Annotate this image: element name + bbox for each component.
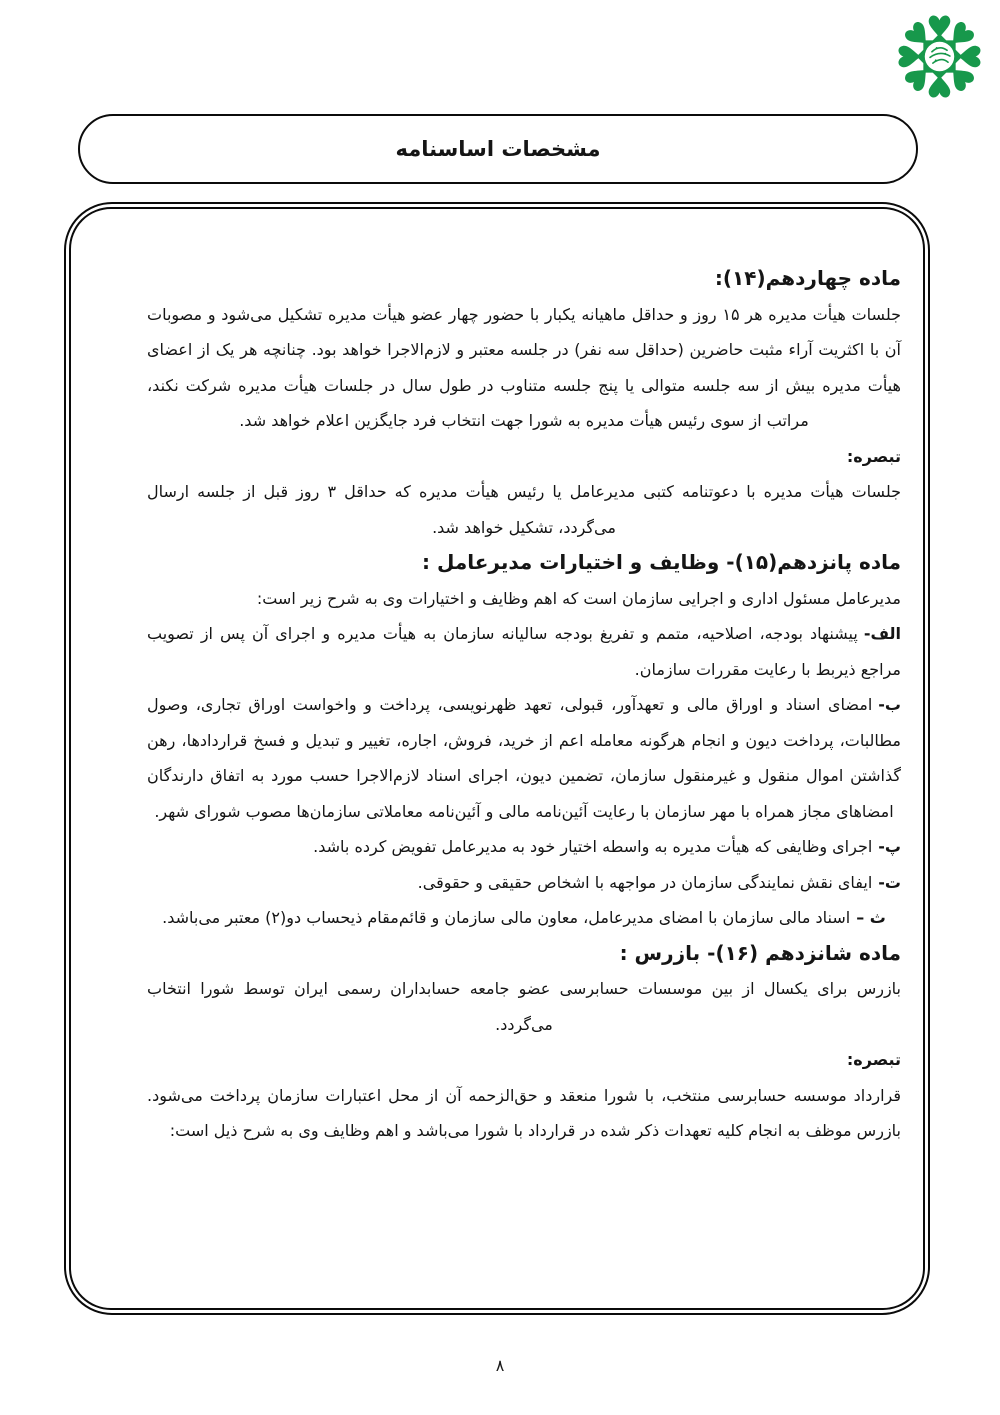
- clause-be-label: ب-: [878, 695, 901, 714]
- clause-te-label: ت-: [878, 872, 901, 892]
- note-16-body: قرارداد موسسه حسابرسی منتخب، با شورا منعقد و حق‌الزحمه آن از محل اعتبارات سازمان پرداخت می‌شود. بازرس موظف به انجام کلیه تعهدات ذکر شده در قرارداد با شورا می‌باشد و اهم وظایف وی به شرح ذیل است:: [147, 1085, 901, 1140]
- page-number: ۸: [495, 1356, 505, 1375]
- clause-alef-label: الف-: [863, 624, 901, 643]
- note-label-2: تبصره:: [846, 1050, 901, 1069]
- article-text: [71, 209, 923, 1149]
- article-15-heading: ماده پانزدهم(۱۵)- وظایف و اختیارات مدیرعامل :: [422, 550, 901, 574]
- tehran-rosette-logo: [892, 8, 987, 105]
- clause-te: [147, 865, 901, 901]
- note-label: تبصره:: [846, 446, 901, 466]
- article-15-intro: مدیرعامل مسئول اداری و اجرایی سازمان است که اهم وظایف و اختیارات وی به شرح زیر است:: [256, 588, 901, 608]
- tehran-rosette-icon: [892, 8, 987, 105]
- clause-pe-text: اجرای وظایفی که هیأت مدیره به واسطه اختیار خود به مدیرعامل تفویض کرده باشد.: [313, 837, 873, 856]
- content-frame: [64, 202, 930, 1315]
- clause-pe-label: پ-: [878, 837, 901, 856]
- clause-be: [147, 687, 901, 829]
- clause-se-text: اسناد مالی سازمان با امضای مدیرعامل، معاون مالی سازمان و قائم‌مقام ذیحساب دو(۲) معتبر می‌باشد.: [162, 908, 851, 927]
- content-frame-inner: [69, 207, 925, 1310]
- page-title: مشخصات اساسنامه: [395, 137, 601, 161]
- clause-te-text: ایفای نقش نمایندگی سازمان در مواجهه با اشخاص حقیقی و حقوقی.: [417, 872, 873, 892]
- clause-se: [147, 900, 901, 936]
- article-14-heading: ماده چهاردهم(۱۴):: [714, 266, 901, 290]
- clause-se-label: ث –: [856, 908, 886, 927]
- article-16-heading: ماده شانزدهم (۱۶)- بازرس :: [619, 940, 901, 965]
- clause-alef-text: پیشنهاد بودجه، اصلاحیه، متمم و تفریغ بودجه سالیانه سازمان به هیأت مدیره و اجرای آن پس از تصویب مراجع ذیربط با رعایت مقررات سازمان.: [147, 624, 901, 679]
- page-header-box: [78, 114, 918, 184]
- article-16-body: بازرس برای یکسال از بین موسسات حسابرسی عضو جامعه حسابداران رسمی ایران توسط شورا انتخاب می‌گردد.: [147, 979, 901, 1034]
- clause-pe: [147, 829, 901, 865]
- article-14-body: جلسات هیأت مدیره هر ۱۵ روز و حداقل ماهیانه یکبار با حضور چهار عضو هیأت مدیره تشکیل می‌شود و مصوبات آن با اکثریت آراء مثبت حاضرین (حداقل سه نفر) در جلسه معتبر و لازم‌الاجرا خواهد بود. چنانچه هر یک از اعضای هیأت مدیره بیش از سه جلسه متوالی یا پنج جلسه متناوب در طول سال در جلسات هیأت مدیره شرکت نکند، مراتب از سوی رئیس هیأت مدیره به شورا جهت انتخاب فرد جایگزین اعلام خواهد شد.: [147, 304, 902, 430]
- clause-alef: [147, 616, 901, 687]
- note-14-body: جلسات هیأت مدیره با دعوتنامه کتبی مدیرعامل یا رئیس هیأت مدیره که حداقل ۳ روز قبل از جلسه ارسال می‌گردد، تشکیل خواهد شد.: [147, 482, 902, 537]
- clause-be-text: امضای اسناد و اوراق مالی و تعهدآور، قبولی، تعهد ظهرنویسی، پرداخت و واخواست اوراق تجاری، وصول مطالبات، پرداخت دیون و انجام هرگونه معامله اعم از خرید، فروش، اجاره، تغییر و تبدیل و فسخ قراردادها، رهن گذاشتن اموال منقول و غیرمنقول سازمان، تضمین دیون، اجرای اسناد لازم‌الاجرا حسب مورد به اتفاق دارندگان امضاهای مجاز همراه با مهر سازمان با رعایت آئین‌نامه مالی و آئین‌نامه معاملاتی سازمان‌ها مصوب شورای شهر.: [147, 695, 901, 821]
